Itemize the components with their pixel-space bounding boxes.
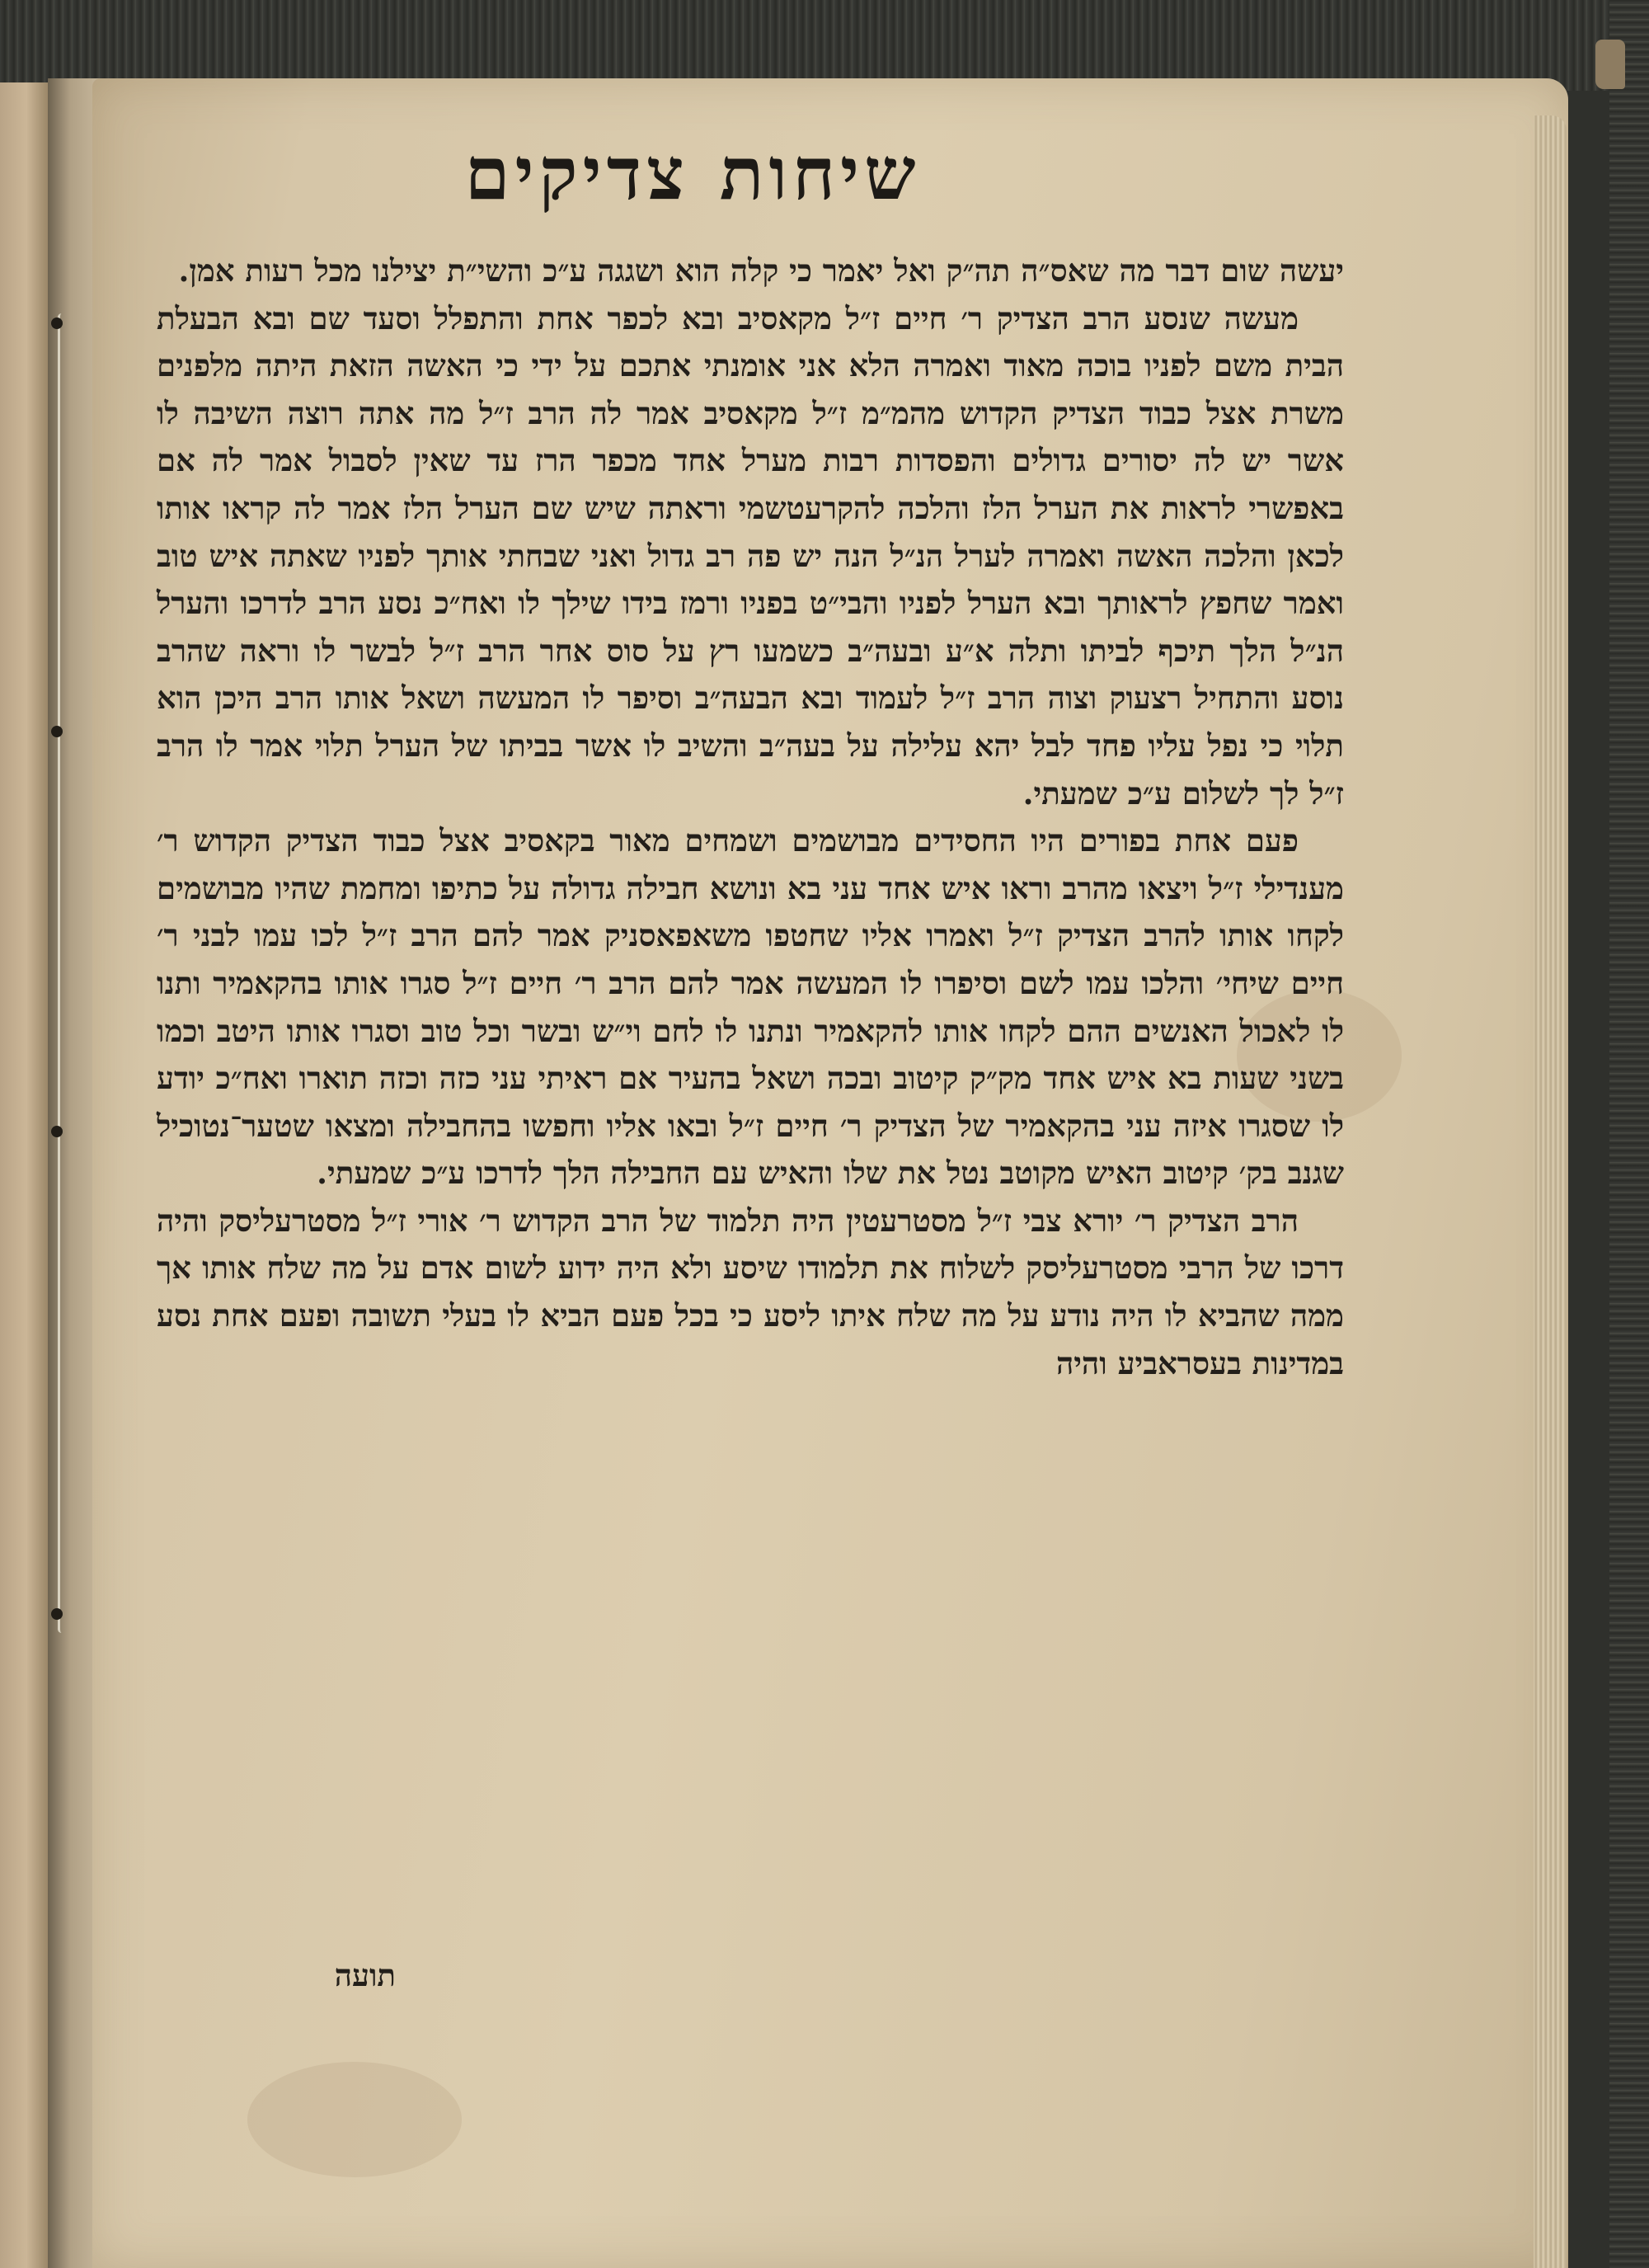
page-title: שיחות צדיקים	[464, 130, 921, 216]
foxing-spot	[247, 2062, 462, 2177]
binding-thread	[58, 313, 65, 1633]
paragraph: יעשה שום דבר מה שאס״ה תה״ק ואל יאמר כי קלה הוא ושגגה ע״כ והשי״ת יצילנו מכל רעות אמן.	[178, 252, 1344, 289]
binding-stitch	[51, 1608, 63, 1620]
cover-corner	[1595, 40, 1625, 89]
catchword: תועה	[334, 1957, 396, 1993]
paragraph: מעשה שנסע הרב הצדיק ר׳ חיים ז״ל מקאסיב ובא לכפר אחת והתפלל וסעד שם ובא הבעלת הבית משם לפניו בוכה מאוד ואמרה הלא אני אומנתי אתכם על ידי כי האשה הזאת היתה מלפנים משרת אצל כבוד הצדיק הקדוש מהמ״מ ז״ל מקאסיב אמר לה הרב ז״ל מה אתה רוצה השיבה לו אשר יש לה יסורים גדולים והפסדות רבות מערל אחד מכפר הרז עד שאין לסבול אמר לה אם באפשרי לראות את הערל הלז והלכה להקרעטשמי וראתה שיש שם הערל הלז אמר לה קראו אותו לכאן והלכה האשה ואמרה לערל הנ״ל הנה יש פה רב גדול ואני שבחתי אותך לפניו שאתה איש טוב ואמר שחפץ לראותך ובא הערל לפניו והבי״ט בפניו ורמז בידו שילך לו ואח״כ נסע הרב לדרכו והערל הנ״ל הלך תיכף לביתו ותלה א״ע ובעה״ב כשמעו רץ על סוס אחר הרב ז״ל לבשר לו וראה שהרב נוסע והתחיל רצעוק וצוה הרב ז״ל לעמוד ובא הבעה״ב וסיפר לו המעשה ושאל אותו הרב היכן הוא תלוי כי נפל עליו פחד לבל יהא עלילה על בעה״ב והשיב לו אשר בביתו של הערל תלוי אמר לו הרב ז״ל לך לשלום ע״כ שמעתי.	[157, 299, 1344, 812]
page-block-edge	[1534, 115, 1567, 2268]
page-text	[157, 247, 1344, 2021]
binding-stitch	[51, 726, 63, 737]
book-cover-top	[0, 0, 1649, 91]
binding-stitch	[51, 1126, 63, 1137]
left-page-edge	[0, 82, 49, 2268]
paragraph: הרב הצדיק ר׳ יורא צבי ז״ל מסטרעטין היה תלמוד של הרב הקדוש ר׳ אורי ז״ל מסטרעליסק והיה דרכו של הרבי מסטרעליסק לשלוח את תלמודו שיסע ולא היה ידוע לשום אדם על מה שלח אותו אך ממה שהביא לו היה נודע על מה שלח איתו ליסע כי בכל פעם הביא לו בעלי תשובה ופעם אחת נסע במדינות בעסראביע והיה	[157, 1202, 1344, 1381]
paragraph: פעם אחת בפורים היו החסידים מבושמים ושמחים מאור בקאסיב אצל כבוד הצדיק הקדוש ר׳ מענדילי ז״ל ויצאו מהרב וראו איש אחד עני בא ונושא חבילה גדולה על כתיפו ומחמת שהיו מבושמים לקחו אותו להרב הצדיק ז״ל ואמרו אליו שחטפו משאפאסניק אמר להם הרב ז״ל לכו עמו לבני ר׳ חיים שיחי׳ והלכו עמו לשם וסיפרו לו המעשה אמר להם הרב ר׳ חיים ז״ל סגרו אותו בהקאמיר ותנו לו לאכול האנשים ההם לקחו אותו להקאמיר ונתנו לו לחם וי״ש ובשר וכל טוב וסגרו אותו היטב וכמו בשני שעות בא איש אחד מק״ק קיטוב ובכה ושאל בהעיר אם ראיתי עני כזה וכזה תוארו ואח״כ יודע לו שסגרו איזה עני בהקאמיר של הצדיק ר׳ חיים ז״ל ובאו אליו וחפשו בהחבילה ומצאו שטער־נטוכיל שגנב בק׳ קיטוב האיש מקוטב נטל את שלו והאיש עם החבילה הלך לדרכו ע״כ שמעתי.	[157, 822, 1344, 1192]
book-cover-right	[1609, 0, 1649, 2268]
binding-stitch	[51, 318, 63, 329]
